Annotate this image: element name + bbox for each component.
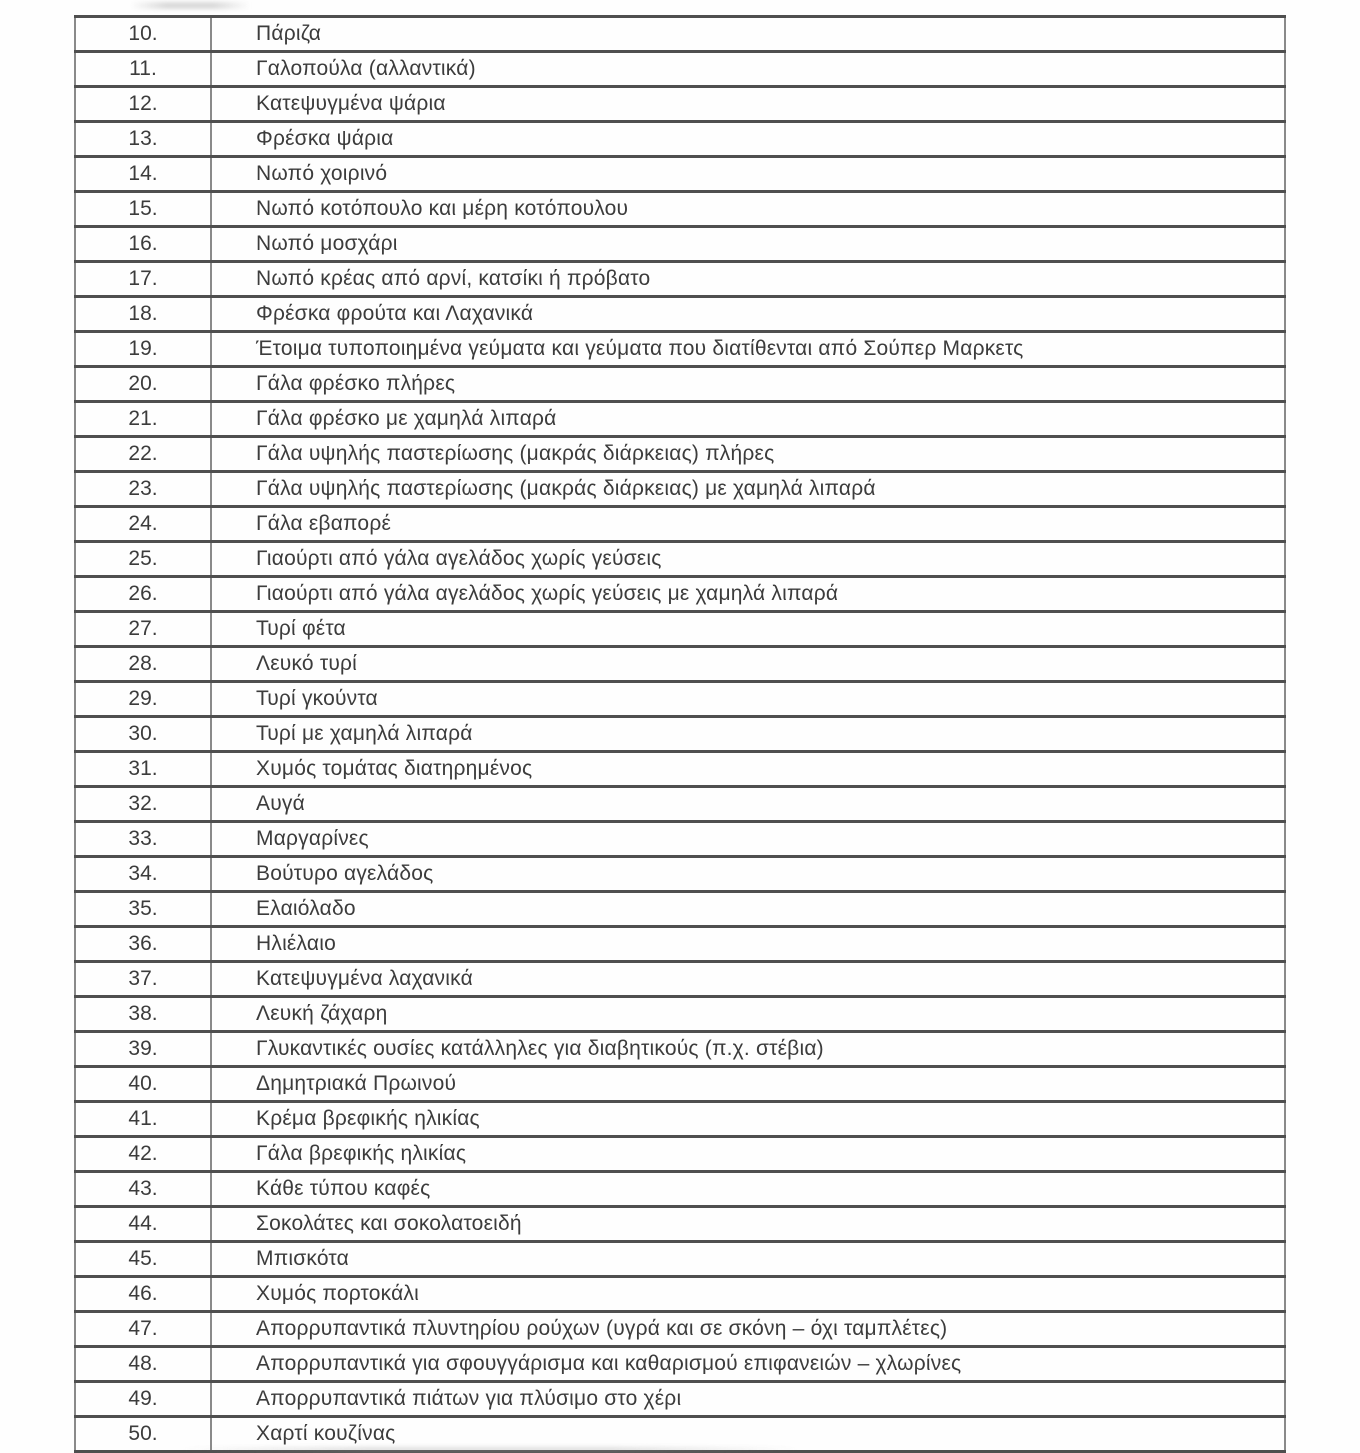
table-row <box>75 472 1285 507</box>
row-product-cell: Απορρυπαντικά πλυντηρίου ρούχων (υγρά και σε σκόνη – όχι ταμπλέτες) <box>211 1312 1285 1347</box>
row-number-cell: 47. <box>75 1312 211 1347</box>
row-product-cell: Νωπό κρέας από αρνί, κατσίκι ή πρόβατο <box>211 262 1285 297</box>
row-number-cell: 22. <box>75 437 211 472</box>
row-number-cell: 11. <box>75 52 211 87</box>
row-product-cell: Ελαιόλαδο <box>211 892 1285 927</box>
row-number-cell: 10. <box>75 17 211 52</box>
table-row <box>75 787 1285 822</box>
row-product-cell: Χυμός τομάτας διατηρημένος <box>211 752 1285 787</box>
row-product-cell: Λευκή ζάχαρη <box>211 997 1285 1032</box>
row-product-cell: Λευκό τυρί <box>211 647 1285 682</box>
row-product-cell: Γάλα υψηλής παστερίωσης (μακράς διάρκειας) με χαμηλά λιπαρά <box>211 472 1285 507</box>
row-product-cell: Σοκολάτες και σοκολατοειδή <box>211 1207 1285 1242</box>
row-product-cell: Κατεψυγμένα λαχανικά <box>211 962 1285 997</box>
table-row <box>75 52 1285 87</box>
row-product-cell: Κάθε τύπου καφές <box>211 1172 1285 1207</box>
row-product-cell: Νωπό κοτόπουλο και μέρη κοτόπουλου <box>211 192 1285 227</box>
row-number-cell: 44. <box>75 1207 211 1242</box>
row-number-cell: 12. <box>75 87 211 122</box>
table-row <box>75 1172 1285 1207</box>
row-product-cell: Γάλα βρεφικής ηλικίας <box>211 1137 1285 1172</box>
table-row <box>75 822 1285 857</box>
row-number-cell: 18. <box>75 297 211 332</box>
table-row <box>75 1417 1285 1452</box>
table-row <box>75 17 1285 52</box>
table-row <box>75 752 1285 787</box>
row-product-cell: Απορρυπαντικά πιάτων για πλύσιμο στο χέρι <box>211 1382 1285 1417</box>
row-number-cell: 36. <box>75 927 211 962</box>
row-product-cell: Βούτυρο αγελάδος <box>211 857 1285 892</box>
table-row <box>75 122 1285 157</box>
table-row <box>75 542 1285 577</box>
row-number-cell: 20. <box>75 367 211 402</box>
row-product-cell: Γαλοπούλα (αλλαντικά) <box>211 52 1285 87</box>
row-product-cell: Αυγά <box>211 787 1285 822</box>
row-number-cell: 32. <box>75 787 211 822</box>
row-product-cell: Χυμός πορτοκάλι <box>211 1277 1285 1312</box>
row-number-cell: 46. <box>75 1277 211 1312</box>
row-product-cell: Γάλα φρέσκο με χαμηλά λιπαρά <box>211 402 1285 437</box>
row-number-cell: 25. <box>75 542 211 577</box>
table-row <box>75 927 1285 962</box>
row-number-cell: 37. <box>75 962 211 997</box>
scan-artifact-top <box>130 2 250 9</box>
table-row <box>75 1137 1285 1172</box>
table-row <box>75 332 1285 367</box>
table-row <box>75 647 1285 682</box>
row-product-cell: Μαργαρίνες <box>211 822 1285 857</box>
row-number-cell: 26. <box>75 577 211 612</box>
row-number-cell: 29. <box>75 682 211 717</box>
row-number-cell: 40. <box>75 1067 211 1102</box>
row-number-cell: 19. <box>75 332 211 367</box>
row-product-cell: Πάριζα <box>211 17 1285 52</box>
table-row <box>75 262 1285 297</box>
table-row <box>75 1242 1285 1277</box>
table-row <box>75 507 1285 542</box>
row-product-cell: Φρέσκα ψάρια <box>211 122 1285 157</box>
row-number-cell: 38. <box>75 997 211 1032</box>
row-number-cell: 24. <box>75 507 211 542</box>
row-number-cell: 23. <box>75 472 211 507</box>
row-number-cell: 39. <box>75 1032 211 1067</box>
table-row <box>75 437 1285 472</box>
row-number-cell: 21. <box>75 402 211 437</box>
row-product-cell: Γάλα φρέσκο πλήρες <box>211 367 1285 402</box>
row-number-cell: 41. <box>75 1102 211 1137</box>
table-row <box>75 297 1285 332</box>
row-product-cell: Γιαούρτι από γάλα αγελάδος χωρίς γεύσεις <box>211 542 1285 577</box>
row-number-cell: 30. <box>75 717 211 752</box>
row-number-cell: 42. <box>75 1137 211 1172</box>
row-product-cell: Γάλα υψηλής παστερίωσης (μακράς διάρκειας) πλήρες <box>211 437 1285 472</box>
table-row <box>75 1277 1285 1312</box>
product-list-body <box>75 17 1285 1452</box>
table-row <box>75 682 1285 717</box>
table-row <box>75 892 1285 927</box>
table-row <box>75 1347 1285 1382</box>
row-number-cell: 45. <box>75 1242 211 1277</box>
row-product-cell: Ηλιέλαιο <box>211 927 1285 962</box>
table-row <box>75 1382 1285 1417</box>
row-product-cell: Φρέσκα φρούτα και Λαχανικά <box>211 297 1285 332</box>
row-number-cell: 14. <box>75 157 211 192</box>
table-row <box>75 612 1285 647</box>
table-row <box>75 857 1285 892</box>
table-row <box>75 157 1285 192</box>
row-number-cell: 48. <box>75 1347 211 1382</box>
row-number-cell: 49. <box>75 1382 211 1417</box>
row-number-cell: 28. <box>75 647 211 682</box>
table-row <box>75 367 1285 402</box>
table-row <box>75 1032 1285 1067</box>
table-row <box>75 1312 1285 1347</box>
table-row <box>75 1067 1285 1102</box>
product-list-table <box>74 15 1286 1453</box>
row-number-cell: 31. <box>75 752 211 787</box>
row-product-cell: Απορρυπαντικά για σφουγγάρισμα και καθαρισμού επιφανειών – χλωρίνες <box>211 1347 1285 1382</box>
row-number-cell: 17. <box>75 262 211 297</box>
row-product-cell: Κρέμα βρεφικής ηλικίας <box>211 1102 1285 1137</box>
table-row <box>75 962 1285 997</box>
row-number-cell: 50. <box>75 1417 211 1452</box>
row-product-cell: Έτοιμα τυποποιημένα γεύματα και γεύματα που διατίθενται από Σούπερ Μαρκετς <box>211 332 1285 367</box>
row-number-cell: 16. <box>75 227 211 262</box>
table-row <box>75 717 1285 752</box>
table-row <box>75 997 1285 1032</box>
row-product-cell: Μπισκότα <box>211 1242 1285 1277</box>
row-number-cell: 33. <box>75 822 211 857</box>
row-number-cell: 43. <box>75 1172 211 1207</box>
row-product-cell: Νωπό μοσχάρι <box>211 227 1285 262</box>
row-product-cell: Γάλα εβαπορέ <box>211 507 1285 542</box>
table-row <box>75 87 1285 122</box>
row-product-cell: Γλυκαντικές ουσίες κατάλληλες για διαβητικούς (π.χ. στέβια) <box>211 1032 1285 1067</box>
row-number-cell: 15. <box>75 192 211 227</box>
row-product-cell: Τυρί φέτα <box>211 612 1285 647</box>
row-product-cell: Νωπό χοιρινό <box>211 157 1285 192</box>
row-product-cell: Τυρί γκούντα <box>211 682 1285 717</box>
row-product-cell: Τυρί με χαμηλά λιπαρά <box>211 717 1285 752</box>
row-number-cell: 13. <box>75 122 211 157</box>
table-row <box>75 1102 1285 1137</box>
row-number-cell: 27. <box>75 612 211 647</box>
row-product-cell: Δημητριακά Πρωινού <box>211 1067 1285 1102</box>
table-row <box>75 402 1285 437</box>
row-product-cell: Γιαούρτι από γάλα αγελάδος χωρίς γεύσεις με χαμηλά λιπαρά <box>211 577 1285 612</box>
row-product-cell: Χαρτί κουζίνας <box>211 1417 1285 1452</box>
row-product-cell: Κατεψυγμένα ψάρια <box>211 87 1285 122</box>
row-number-cell: 35. <box>75 892 211 927</box>
table-row <box>75 577 1285 612</box>
table-row <box>75 1207 1285 1242</box>
table-row <box>75 192 1285 227</box>
table-row <box>75 227 1285 262</box>
row-number-cell: 34. <box>75 857 211 892</box>
